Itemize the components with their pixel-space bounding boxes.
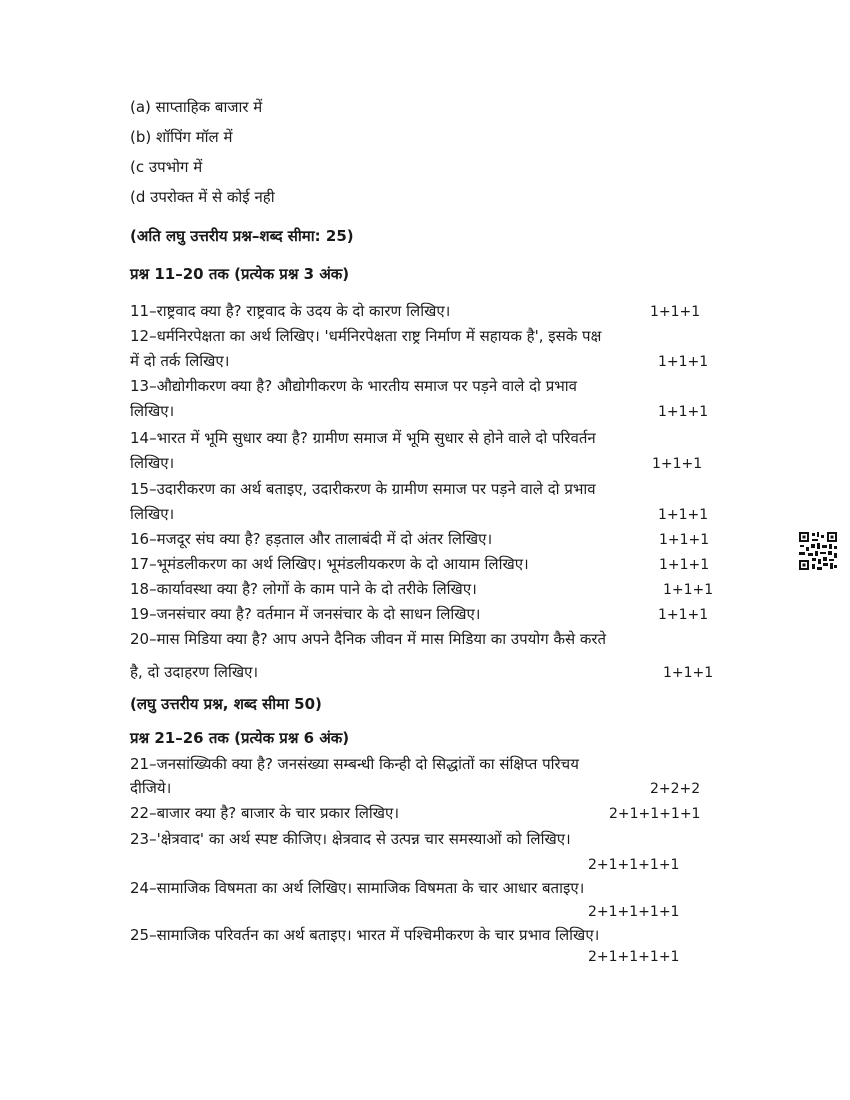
question-22: 22–बाजार क्या है? बाजार के चार प्रकार लिखिए।: [130, 804, 400, 822]
question-25: 25–सामाजिक परिवर्तन का अर्थ बताइए। भारत में पश्चिमीकरण के चार प्रभाव लिखिए।: [130, 926, 600, 944]
marks-14: 1+1+1: [652, 456, 703, 472]
marks-18: 1+1+1: [663, 582, 714, 598]
question-16: 16–मजदूर संघ क्या है? हड़ताल और तालाबंदी में दो अंतर लिखिए।: [130, 530, 493, 548]
section2-heading: (लघु उत्तरीय प्रश्न, शब्द सीमा 50): [130, 695, 322, 713]
marks-21: 2+2+2: [650, 781, 701, 797]
marks-19: 1+1+1: [658, 607, 709, 623]
section1-subheading: प्रश्न 11–20 तक (प्रत्येक प्रश्न 3 अंक): [130, 265, 350, 283]
qr-code-icon: [798, 531, 838, 571]
marks-12: 1+1+1: [658, 354, 709, 370]
question-17: 17–भूमंडलीकरण का अर्थ लिखिए। भूमंडलीयकरण के दो आयाम लिखिए।: [130, 555, 529, 573]
option-a: (a) साप्ताहिक बाजार में: [130, 98, 263, 116]
marks-13: 1+1+1: [658, 404, 709, 420]
question-15-line2: लिखिए।: [130, 505, 175, 523]
question-18: 18–कार्यावस्था क्या है? लोगों के काम पाने के दो तरीके लिखिए।: [130, 580, 477, 598]
option-d: (d उपरोक्त में से कोई नही: [130, 188, 275, 206]
question-24: 24–सामाजिक विषमता का अर्थ लिखिए। सामाजिक विषमता के चार आधार बताइए।: [130, 879, 585, 897]
question-14-line1: 14–भारत में भूमि सुधार क्या है? ग्रामीण समाज में भूमि सुधार से होने वाले दो परिवर्तन: [130, 429, 596, 447]
section2-subheading: प्रश्न 21–26 तक (प्रत्येक प्रश्न 6 अंक): [130, 729, 350, 747]
marks-23: 2+1+1+1+1: [588, 857, 680, 873]
marks-17: 1+1+1: [659, 557, 710, 573]
question-20-line1: 20–मास मिडिया क्या है? आप अपने दैनिक जीवन में मास मिडिया का उपयोग कैसे करते: [130, 630, 607, 648]
marks-20: 1+1+1: [663, 665, 714, 681]
question-14-line2: लिखिए।: [130, 454, 175, 472]
question-11: 11–राष्ट्रवाद क्या है? राष्ट्रवाद के उदय के दो कारण लिखिए।: [130, 302, 451, 320]
option-b: (b) शॉपिंग मॉल में: [130, 128, 233, 146]
question-21-line2: दीजिये।: [130, 779, 172, 797]
question-12-line1: 12–धर्मनिरपेक्षता का अर्थ लिखिए। 'धर्मनिरपेक्षता राष्ट्र निर्माण में सहायक है', इसके पक्ष: [130, 327, 602, 345]
section1-heading: (अति लघु उत्तरीय प्रश्न–शब्द सीमा: 25): [130, 227, 354, 245]
question-13-line1: 13–औद्योगीकरण क्या है? औद्योगीकरण के भारतीय समाज पर पड़ने वाले दो प्रभाव: [130, 377, 578, 395]
marks-22: 2+1+1+1+1: [609, 806, 701, 822]
question-13-line2: लिखिए।: [130, 402, 175, 420]
question-15-line1: 15–उदारीकरण का अर्थ बताइए, उदारीकरण के ग्रामीण समाज पर पड़ने वाले दो प्रभाव: [130, 480, 596, 498]
option-c: (c उपभोग में: [130, 158, 203, 176]
marks-25: 2+1+1+1+1: [588, 949, 680, 965]
marks-24: 2+1+1+1+1: [588, 904, 680, 920]
marks-16: 1+1+1: [659, 532, 710, 548]
question-23: 23–'क्षेत्रवाद' का अर्थ स्पष्ट कीजिए। क्षेत्रवाद से उत्पन्न चार समस्याओं को लिखिए।: [130, 830, 571, 848]
marks-11: 1+1+1: [650, 304, 701, 320]
question-12-line2: में दो तर्क लिखिए।: [130, 352, 230, 370]
question-19: 19–जनसंचार क्या है? वर्तमान में जनसंचार के दो साधन लिखिए।: [130, 605, 481, 623]
marks-15: 1+1+1: [658, 507, 709, 523]
question-21-line1: 21–जनसांख्यिकी क्या है? जनसंख्या सम्बन्धी किन्ही दो सिद्धांतों का संक्षिप्त परिचय: [130, 755, 579, 773]
question-20-line2: है, दो उदाहरण लिखिए।: [130, 663, 259, 681]
